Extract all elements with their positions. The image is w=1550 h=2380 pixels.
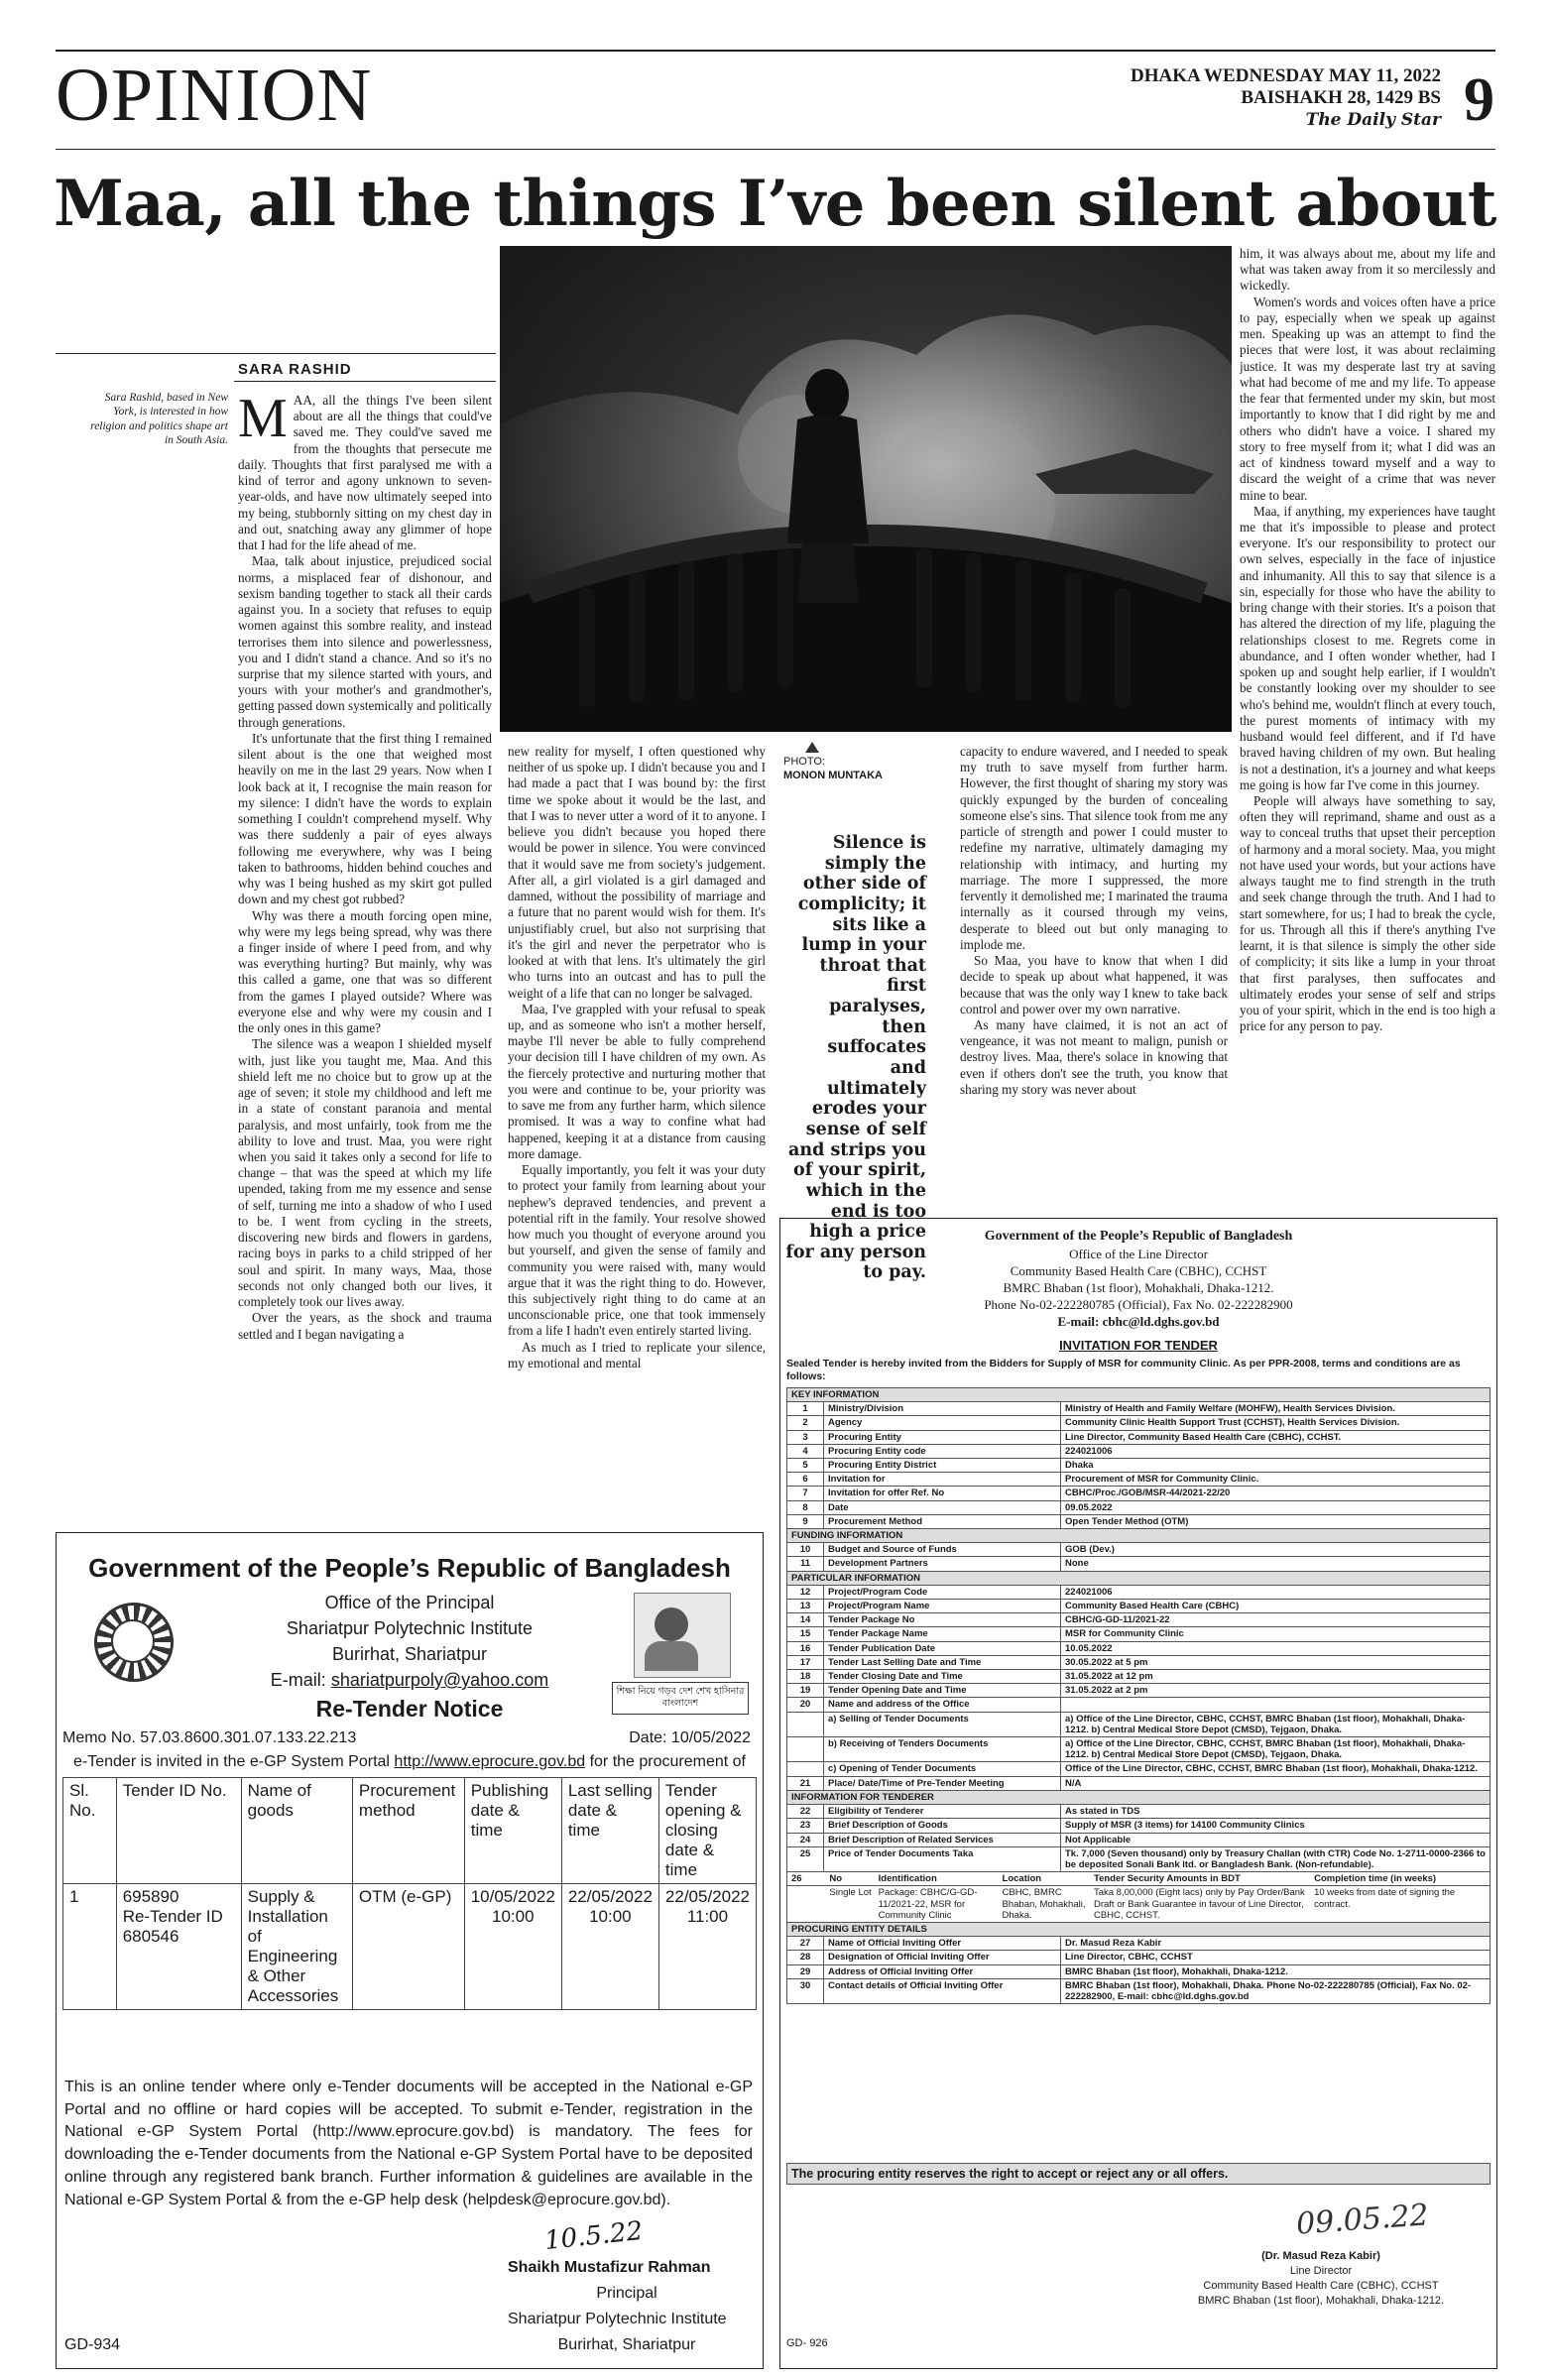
ad1-title: Government of the People’s Republic of Bangladesh bbox=[88, 1553, 731, 1583]
cell-number: 27 bbox=[787, 1937, 824, 1951]
article-column-1 bbox=[238, 393, 492, 1523]
cell-label: c) Opening of Tender Documents bbox=[824, 1762, 1061, 1776]
ad1-portal-link[interactable]: http://www.eprocure.gov.bd bbox=[394, 1753, 586, 1770]
cell-value: MSR for Community Clinic bbox=[1061, 1627, 1490, 1641]
cell-value: Line Director, Community Based Health Care (CBHC), CCHST. bbox=[1061, 1430, 1490, 1444]
table-row bbox=[787, 1698, 1490, 1712]
paragraph: It's unfortunate that the first thing I remained silent about is the one that weighed most heavily on me in the last 29 years. Now when I look back at it, I recognise the main reason for my silence: I didn't have the words to explain something I couldn't comprehend myself. Why was there suddenly a pair of eyes always following me everywhere, why was I being taken to bathrooms, hidden behind couches and why was I being hushed as my skirt got pulled down and my chest got rubbed? bbox=[238, 730, 492, 907]
ad2-heading: INVITATION FOR TENDER bbox=[1059, 1338, 1218, 1353]
table-row bbox=[787, 1641, 1490, 1655]
ad1-signer-inst: Shariatpur Polytechnic Institute bbox=[508, 2311, 727, 2327]
cell-value bbox=[1061, 1698, 1490, 1712]
col-header-sl: Sl. No. bbox=[63, 1778, 117, 1884]
table-row bbox=[787, 1846, 1490, 1871]
section-title: FUNDING INFORMATION bbox=[787, 1529, 1490, 1543]
cell-label: Tender Package Name bbox=[824, 1627, 1061, 1641]
lot-row-inner bbox=[791, 1887, 1486, 1921]
table-row bbox=[787, 1670, 1490, 1684]
table-row bbox=[787, 1459, 1490, 1473]
table-section-header bbox=[787, 1571, 1490, 1585]
section-title: PARTICULAR INFORMATION bbox=[787, 1571, 1490, 1585]
cell-tender-id bbox=[116, 1884, 241, 2010]
col-header-goods: Name of goods bbox=[241, 1778, 352, 1884]
cell-number: 3 bbox=[787, 1430, 824, 1444]
tender-id: 695890 bbox=[122, 1887, 179, 1906]
sell-time: 10:00 bbox=[589, 1907, 632, 1926]
table-row bbox=[787, 1833, 1490, 1846]
table-row bbox=[787, 1557, 1490, 1571]
col-header-tender-id: Tender ID No. bbox=[116, 1778, 241, 1884]
article-column-4 bbox=[1240, 246, 1495, 1228]
cell-number: 20 bbox=[787, 1698, 824, 1712]
cell-label: b) Receiving of Tenders Documents bbox=[824, 1737, 1061, 1762]
section-title: OPINION bbox=[56, 54, 373, 137]
cell-value: Ministry of Health and Family Welfare (MOHFW), Health Services Division. bbox=[1061, 1402, 1490, 1416]
table-row bbox=[787, 1585, 1490, 1599]
article-column-3 bbox=[960, 744, 1228, 1230]
article-headline: Maa, all the things I’ve been silent about bbox=[54, 167, 1496, 241]
col-header-opening: Tender opening & closing date & time bbox=[658, 1778, 756, 1884]
ad2-office: Office of the Line Director bbox=[1069, 1247, 1208, 1261]
cell-number: 10 bbox=[787, 1543, 824, 1557]
table-row bbox=[787, 1500, 1490, 1514]
cell-value: Not Applicable bbox=[1061, 1833, 1490, 1846]
paragraph: him, it was always about me, about my life and what was taken away from it so mercilessly and wickedly. bbox=[1240, 246, 1495, 294]
ad2-signer-title: Line Director bbox=[1289, 2265, 1353, 2277]
ad1-memo: Memo No. 57.03.8600.301.07.133.22.213 bbox=[62, 1729, 357, 1746]
ad1-body: This is an online tender where only e-Tender documents will be accepted in the National e-GP Portal and no offline or hard copies will be accepted. To submit e-Tender, registration in the National e-GP System Portal (http://www.eprocure.gov.bd) is mandatory. The fees for downloading the e-Tender documents from the National e-GP System Portal have to be deposited online through any registered bank branch. Further information & guidelines are available in the National e-GP System Portal & from the e-GP help desk (helpdesk@eprocure.gov.bd). bbox=[64, 2079, 753, 2208]
cell-goods: Supply & Installation of Engineering & Other Accessories bbox=[241, 1884, 352, 2010]
section-title: PROCURING ENTITY DETAILS bbox=[787, 1922, 1490, 1936]
section-title: KEY INFORMATION bbox=[787, 1388, 1490, 1402]
cell-label: Place/ Date/Time of Pre-Tender Meeting bbox=[824, 1776, 1061, 1790]
ad2-signer-org: Community Based Health Care (CBHC), CCHST bbox=[1203, 2280, 1439, 2292]
sell-date: 22/05/2022 bbox=[567, 1887, 653, 1906]
date-english: DHAKA WEDNESDAY MAY 11, 2022 bbox=[1130, 65, 1441, 86]
ad2-title: Government of the People’s Republic of Bangladesh bbox=[984, 1229, 1293, 1244]
cell-label: Procuring Entity bbox=[824, 1430, 1061, 1444]
paragraph: People will always have something to say, often they will reprimand, shame and oust as a way to conceal truths that upset their perception of harmony and a moral society. Maa, you might not have used your words, but your actions have always taught me to find strength in the truth and seek change through the truth. And I had to start somewhere, for us; I had to break the cycle, for us. Through all this if there's anything I've learnt, it is that silence is simply the other side of complicity; it sits like a lump in your throat that first paralyses, then suffocates and ultimately erodes your sense of self and strips you of your spirit, which in the end is too high a price for any person to pay. bbox=[1240, 792, 1495, 1034]
cell-value: 31.05.2022 at 2 pm bbox=[1061, 1684, 1490, 1698]
table-row bbox=[787, 1613, 1490, 1627]
ad2-email[interactable]: E-mail: cbhc@ld.dghs.gov.bd bbox=[1057, 1314, 1220, 1329]
ad1-code: GD-934 bbox=[64, 2336, 121, 2353]
paragraph: The silence was a weapon I shielded myself with, just like you taught me, Maa. And this shield left me no choice but to grow up at the age of seven; it stole my childhood and left me in a state of constant paranoia and mental paralysis, and most unfairly, took from me the ability to love and trust. Maa, you were right when you said it takes only a second for life to change – that was the speed at which my life upended, taking from me my essence and sense of self, turning me into a shadow of who I used to be. I went from cycling in the streets, discovering new birds and flowers in gardens, racing boys in parks to a child stripped of her soul and spirit. In many ways, Maa, those seconds not only changed both our lives, it completely took our lives away. bbox=[238, 1036, 492, 1310]
cell-number: 29 bbox=[787, 1964, 824, 1978]
cell-value: BMRC Bhaban (1st floor), Mohakhali, Dhaka-1212. bbox=[1061, 1964, 1490, 1978]
cell-number: 6 bbox=[787, 1473, 824, 1487]
ad1-signer-loc: Burirhat, Shariatpur bbox=[557, 2336, 696, 2353]
cell-value: Procurement of MSR for Community Clinic. bbox=[1061, 1473, 1490, 1487]
cell-value: GOB (Dev.) bbox=[1061, 1543, 1490, 1557]
cell-label: Tender Last Selling Date and Time bbox=[824, 1655, 1061, 1669]
cell-number: 21 bbox=[787, 1776, 824, 1790]
paragraph: AA, all the things I've been silent about are all the things that could've saved me. They could've saved me from the thoughts that persecute me daily. Thoughts that first paralysed me with a kind of terror and agony unknown to seven-year-olds, and have now ultimately seeped into my being, stubbornly sitting on my chest day in and out, snatching away any glimmer of hope that I had for the life ahead of me. bbox=[238, 393, 492, 553]
cell-number: 14 bbox=[787, 1613, 824, 1627]
ad2-intro: Sealed Tender is hereby invited from the Bidders for Supply of MSR for community Clinic. As per PPR-2008, terms and conditions are as follows: bbox=[786, 1358, 1461, 1383]
cell-value: a) Office of the Line Director, CBHC, CCHST, BMRC Bhaban (1st floor), Mohakhali, Dhaka-1212. b) Central Medical Store Depot (CMSD), Tejgaon, Dhaka. bbox=[1061, 1737, 1490, 1762]
cell-value: 30.05.2022 at 5 pm bbox=[1061, 1655, 1490, 1669]
ad2-reserve: The procuring entity reserves the right to accept or reject any or all offers. bbox=[786, 2163, 1490, 2185]
cell-label: Brief Description of Goods bbox=[824, 1819, 1061, 1833]
cell-value: Dhaka bbox=[1061, 1459, 1490, 1473]
cell-number bbox=[787, 1737, 824, 1762]
cell-number: 24 bbox=[787, 1833, 824, 1846]
cell-number: 22 bbox=[787, 1805, 824, 1819]
table-row bbox=[787, 1819, 1490, 1833]
cell-number: 16 bbox=[787, 1641, 824, 1655]
table-row bbox=[787, 1627, 1490, 1641]
cell-value: Line Director, CBHC, CCHST bbox=[1061, 1951, 1490, 1964]
lot-col-header: Location bbox=[1002, 1873, 1042, 1885]
table-row bbox=[787, 1402, 1490, 1416]
cell-label: Project/Program Name bbox=[824, 1600, 1061, 1613]
cell-number bbox=[787, 1712, 824, 1736]
cell-label: Ministry/Division bbox=[824, 1402, 1061, 1416]
lot-cell: 10 weeks from date of signing the contract. bbox=[1314, 1887, 1456, 1910]
paragraph: Maa, talk about injustice, prejudiced social norms, a misplaced fear of dishonour, and sexism banding together to stack all their cards against you. In a society that refuses to equip women against this sombre reality, and instead terrorises them into silence and powerlessness, you and I didn't stand a chance. And so it's no surprise that my silence started with yours, and yours with your mother's and grandmother's, getting passed down systemically and politically through generations. bbox=[238, 553, 492, 730]
cell-label: Budget and Source of Funds bbox=[824, 1543, 1061, 1557]
cell-label: Procuring Entity District bbox=[824, 1459, 1061, 1473]
ad1-intro-b: for the procurement of bbox=[589, 1753, 746, 1770]
ad1-office: Office of the Principal bbox=[324, 1593, 495, 1612]
ad2-signer: (Dr. Masud Reza Kabir) bbox=[1261, 2250, 1380, 2262]
ad1-notice-title: Re-Tender Notice bbox=[315, 1696, 504, 1722]
lot-row bbox=[787, 1886, 1490, 1923]
cell-number: 8 bbox=[787, 1500, 824, 1514]
cell-number: 15 bbox=[787, 1627, 824, 1641]
page-number: 9 bbox=[1464, 66, 1494, 134]
photo-credit-label: PHOTO: bbox=[783, 756, 825, 768]
table-row bbox=[787, 1487, 1490, 1500]
ad1-location: Burirhat, Shariatpur bbox=[331, 1644, 488, 1664]
photo-girl-balcony bbox=[500, 246, 1232, 732]
cell-value: N/A bbox=[1061, 1776, 1490, 1790]
date-line bbox=[1131, 65, 1441, 130]
cell-value: CBHC/Proc./GOB/MSR-44/2021-22/20 bbox=[1061, 1487, 1490, 1500]
article-column-2 bbox=[508, 744, 766, 1523]
cell-value: As stated in TDS bbox=[1061, 1805, 1490, 1819]
lot-col-header: No bbox=[829, 1873, 843, 1885]
lot-cells bbox=[787, 1886, 1490, 1923]
lot-cell: Package: CBHC/G-GD-11/2021-22, MSR for Community Clinic bbox=[878, 1887, 978, 1921]
cell-label: Designation of Official Inviting Offer bbox=[824, 1951, 1061, 1964]
cell-label: Date bbox=[824, 1500, 1061, 1514]
table-row bbox=[787, 1805, 1490, 1819]
cell-number: 12 bbox=[787, 1585, 824, 1599]
cell-value: 224021006 bbox=[1061, 1585, 1490, 1599]
cell-number: 17 bbox=[787, 1655, 824, 1669]
tender-ad-shariatpur bbox=[56, 1532, 764, 2369]
ad2-signer-addr: BMRC Bhaban (1st floor), Mohakhali, Dhaka-1212. bbox=[1197, 2295, 1445, 2307]
table-row bbox=[787, 1444, 1490, 1458]
table-section-header bbox=[787, 1790, 1490, 1804]
lot-header-row bbox=[787, 1872, 1490, 1886]
pub-time: 10:00 bbox=[491, 1907, 535, 1926]
cell-number bbox=[787, 1762, 824, 1776]
lot-cell: CBHC, BMRC Bhaban, Mohakhali, Dhaka. bbox=[1002, 1887, 1086, 1921]
ad1-signer: Shaikh Mustafizur Rahman bbox=[508, 2259, 711, 2276]
lot-header-inner bbox=[791, 1873, 1486, 1884]
cell-label: Name and address of the Office bbox=[824, 1698, 1061, 1712]
cell-number: 11 bbox=[787, 1557, 824, 1571]
cell-value: CBHC/G-GD-11/2021-22 bbox=[1061, 1613, 1490, 1627]
table-row bbox=[787, 1543, 1490, 1557]
table-row bbox=[787, 1473, 1490, 1487]
date-bangla: BAISHAKH 28, 1429 BS bbox=[1241, 87, 1441, 109]
cell-label: Tender Closing Date and Time bbox=[824, 1670, 1061, 1684]
cell-value: 09.05.2022 bbox=[1061, 1500, 1490, 1514]
paragraph: Equally importantly, you felt it was your duty to protect your family from learning about your nephew's depraved tendencies, and prevent a potential rift in the family. Your resolve showed how much you thought of everyone around you but yourself, and given the sense of family and community you were raised with, many would argue that it was the right thing to do. However, this subjectively right thing to do came at an unconscionable price, one that took immensely from a life I hadn't even entirely started living. bbox=[508, 1162, 766, 1339]
table-row bbox=[787, 1416, 1490, 1430]
cell-label: Agency bbox=[824, 1416, 1061, 1430]
paper-logo: The Daily Star bbox=[1305, 109, 1441, 130]
pub-date: 10/05/2022 bbox=[470, 1887, 555, 1906]
ad1-signer-title: Principal bbox=[596, 2285, 657, 2302]
table-section-header bbox=[787, 1922, 1490, 1936]
table-row bbox=[787, 1737, 1490, 1762]
table-row bbox=[787, 1600, 1490, 1613]
cell-label: Eligibility of Tenderer bbox=[824, 1805, 1061, 1819]
cell-value: Open Tender Method (OTM) bbox=[1061, 1514, 1490, 1528]
photo-credit bbox=[783, 756, 883, 783]
lot-cell: Single Lot bbox=[829, 1887, 872, 1899]
cell-last-selling bbox=[561, 1884, 658, 2010]
paragraph: Women's words and voices often have a price to pay, especially when we speak up against men. Speaking up was an attempt to find the pieces that were lost, it was about reclaiming justice. It was my desperate last try at saving what had become of me and my life. To appease the fear that fermented under my skin, but most importantly to know that I did right by me and others who didn't have a voice. I shared my story to free myself from it; what I did was an act of kindness toward myself and a way to discard the weight of a crime that was never mine to bear. bbox=[1240, 294, 1495, 503]
ad1-email-label: E-mail: bbox=[270, 1670, 326, 1690]
paragraph: Maa, if anything, my experiences have taught me that it's impossible to please and protect everyone. It's our responsibility to protect our own selves, especially in the face of injustice and inhumanity. All this to say that silence is a sin, especially for those who have the ability to bring change with their stories. It's a poison that has altered the direction of my life, plaguing the relationships closest to me. Regrets come in abundance, and I often wonder whether, had I spoken up and sought help earlier, if I wouldn't be constantly looking over my shoulder to see who's behind me, wouldn't flinch at every touch, the purest moments of intimacy with my husband would feel different, and if I'd have braved having children of my own. But healing is not a destination, it's a journey and what keeps me going is how far I've come in this journey. bbox=[1240, 503, 1495, 792]
cell-label: Invitation for offer Ref. No bbox=[824, 1487, 1061, 1500]
cell-number: 28 bbox=[787, 1951, 824, 1964]
cell-number: 19 bbox=[787, 1684, 824, 1698]
byline-rule-bottom bbox=[234, 381, 496, 382]
table-row bbox=[787, 1712, 1490, 1736]
byline: SARA RASHID bbox=[238, 361, 352, 378]
ad1-email[interactable]: shariatpurpoly@yahoo.com bbox=[330, 1670, 549, 1690]
ad1-portrait bbox=[634, 1593, 731, 1678]
cell-number: 4 bbox=[787, 1444, 824, 1458]
paragraph: Over the years, as the shock and trauma settled and I began navigating a bbox=[238, 1310, 492, 1342]
cell-label: a) Selling of Tender Documents bbox=[824, 1712, 1061, 1736]
cell-value: Community Based Health Care (CBHC) bbox=[1061, 1600, 1490, 1613]
cell-label: Tender Publication Date bbox=[824, 1641, 1061, 1655]
col-header-last-selling: Last selling date & time bbox=[561, 1778, 658, 1884]
paragraph: As much as I tried to replicate your silence, my emotional and mental bbox=[508, 1339, 766, 1370]
paragraph: new reality for myself, I often questioned why neither of us spoke up. I didn't because you and I had made a pact that I was bound by: the first time we spoke about it would be the last, and that I was to never utter a word of it to anyone. I believe you didn't because you hoped there would be power in silence. You were convinced that it would save me from society's judgement. After all, a girl violated is a girl damaged and damned, without the possibility of marriage and a future that no parent would wish for them. It's unjustifiably cruel, but also not surprising that it's the girl and never the perpetrator who is looked at with that lens. It's ultimately the girl who turns into an outcast and has to pull the weight of a life that can no longer be salvaged. bbox=[508, 744, 766, 1001]
paragraph: So Maa, you have to know that when I did decide to speak up about what happened, it was because that was the only way I knew to take back control and power over my own narrative. bbox=[960, 953, 1228, 1016]
ad2-address: BMRC Bhaban (1st floor), Mohakhali, Dhaka-1212. bbox=[1003, 1280, 1274, 1295]
cell-value: None bbox=[1061, 1557, 1490, 1571]
pull-quote: Silence is simply the other side of complicity; it sits like a lump in your throat that first paralyses, then suffocates and ultimately erodes your sense of self and strips you of your spirit, which in the end is too high a price for any person to pay. bbox=[785, 833, 926, 1283]
cell-number: 2 bbox=[787, 1416, 824, 1430]
ad1-date: Date: 10/05/2022 bbox=[629, 1729, 751, 1746]
open-date: 22/05/2022 bbox=[664, 1887, 750, 1906]
cell-value: Office of the Line Director, CBHC, CCHST, BMRC Bhaban (1st floor), Mohakhali, Dhaka-1212. bbox=[1061, 1762, 1490, 1776]
cell-number: 1 bbox=[787, 1402, 824, 1416]
cell-value: a) Office of the Line Director, CBHC, CCHST, BMRC Bhaban (1st floor), Mohakhali, Dhaka-1212. b) Central Medical Store Depot (CMSD), Tejgaon, Dhaka. bbox=[1061, 1712, 1490, 1736]
paragraph: Why was there a mouth forcing open mine, why were my legs being spread, why was there a finger inside of where I peed from, and why was everything hurting? But mainly, why was this called a game, one that was so different from the games I played outside? Where was everyone else and why were my cousin and I the only ones in this game? bbox=[238, 907, 492, 1036]
lot-col-header: Completion time (in weeks) bbox=[1314, 1873, 1437, 1885]
cell-number: 25 bbox=[787, 1846, 824, 1871]
col-header-method: Procurement method bbox=[352, 1778, 464, 1884]
cell-sl: 1 bbox=[63, 1884, 117, 2010]
cell-value: Supply of MSR (3 items) for 14100 Community Clinics bbox=[1061, 1819, 1490, 1833]
ad1-slogan: শিক্ষা নিয়ে গড়ব দেশ শেখ হাসিনার বাংলাদেশ bbox=[612, 1682, 749, 1715]
ad2-phone: Phone No-02-222280785 (Official), Fax No. 02-222282900 bbox=[984, 1297, 1293, 1312]
ad2-code: GD- 926 bbox=[786, 2337, 828, 2349]
cell-label: Price of Tender Documents Taka bbox=[824, 1846, 1061, 1871]
cell-value: 10.05.2022 bbox=[1061, 1641, 1490, 1655]
table-row bbox=[787, 1430, 1490, 1444]
cell-value: Community Clinic Health Support Trust (CCHST), Health Services Division. bbox=[1061, 1416, 1490, 1430]
section-title: INFORMATION FOR TENDERER bbox=[787, 1790, 1490, 1804]
ad2-tender-table bbox=[786, 1387, 1490, 2004]
cell-label: Procuring Entity code bbox=[824, 1444, 1061, 1458]
table-row bbox=[787, 1655, 1490, 1669]
top-rule bbox=[56, 50, 1495, 52]
lot-header bbox=[787, 1872, 1490, 1886]
cell-label: Development Partners bbox=[824, 1557, 1061, 1571]
paragraph: Maa, I've grappled with your refusal to speak up, and as someone who isn't a mother herself, maybe I'll never be able to fully comprehend your decision till I have children of my own. As the fiercely protective and nurturing mother that you were and continue to be, your priority was to save me from any further harm, which silence promised. It was a way to confine what had happened, keeping it at a distance from causing more damage. bbox=[508, 1001, 766, 1161]
cell-label: Brief Description of Related Services bbox=[824, 1833, 1061, 1846]
table-row bbox=[787, 1951, 1490, 1964]
table-header-row bbox=[63, 1778, 757, 1884]
table-section-header bbox=[787, 1388, 1490, 1402]
table-row bbox=[787, 1978, 1490, 2003]
cell-label: Contact details of Official Inviting Offer bbox=[824, 1978, 1061, 2003]
cell-label: Name of Official Inviting Offer bbox=[824, 1937, 1061, 1951]
ad2-org: Community Based Health Care (CBHC), CCHST bbox=[1010, 1263, 1267, 1278]
cell-value: BMRC Bhaban (1st floor), Mohakhali, Dhaka. Phone No-02-222280785 (Official), Fax No. 02-222282900, E-mail: cbhc@ld.dghs.gov.bd bbox=[1061, 1978, 1490, 2003]
cell-value: Tk. 7,000 (Seven thousand) only by Treasury Challan (with CTR) Code No. 1-2711-0000-2366 to be deposited Sonali Bank ltd. or Bangladesh Bank. (Non-refundable). bbox=[1061, 1846, 1490, 1871]
lot-cell: Taka 8,00,000 (Eight lacs) only by Pay Order/Bank Draft or Bank Guarantee in favour of Line Director, CBHC, CCHST. bbox=[1093, 1887, 1305, 1921]
cell-number: 13 bbox=[787, 1600, 824, 1613]
ad1-intro-a: e-Tender is invited in the e-GP System Portal bbox=[73, 1753, 390, 1770]
open-time: 11:00 bbox=[686, 1907, 729, 1926]
cell-number: 18 bbox=[787, 1670, 824, 1684]
table-section-header bbox=[787, 1529, 1490, 1543]
drop-cap: M bbox=[238, 393, 288, 449]
table-row bbox=[787, 1964, 1490, 1978]
ad1-tender-table bbox=[62, 1777, 757, 2010]
paragraph: capacity to endure wavered, and I needed to speak my truth to save myself from further harm. However, the first thought of sharing my story was quickly expunged by the burden of concealing someone else's sins. That silence took from me any particle of strength and power I could muster to redefine my narrative, ultimately damaging my relationship with intimacy, and hurting my marriage. The more I suppressed, the more fervently it demolished me; I marinated the trauma internally as it coursed through my veins, desperate to bleed out but only managing to implode me. bbox=[960, 744, 1228, 952]
masthead-rule bbox=[56, 149, 1495, 150]
tender-ad-cbhc bbox=[779, 1218, 1497, 2369]
table-row bbox=[63, 1884, 757, 2010]
ad1-signature: 10.5.22 bbox=[542, 2215, 645, 2257]
lot-col-header: 26 bbox=[791, 1873, 802, 1885]
lot-col-header: Identification bbox=[878, 1873, 937, 1885]
table-row bbox=[787, 1937, 1490, 1951]
cell-number: 7 bbox=[787, 1487, 824, 1500]
lot-spacer bbox=[791, 1887, 823, 1921]
col-header-publishing: Publishing date & time bbox=[464, 1778, 561, 1884]
ad1-intro bbox=[62, 1753, 757, 1771]
article-photo bbox=[500, 246, 1232, 732]
cell-label: Invitation for bbox=[824, 1473, 1061, 1487]
cell-value: 224021006 bbox=[1061, 1444, 1490, 1458]
author-note: Sara Rashid, based in New York, is interested in how religion and politics shape art in South Asia. bbox=[90, 392, 228, 447]
byline-rule bbox=[56, 353, 496, 354]
cell-label: Procurement Method bbox=[824, 1514, 1061, 1528]
cell-label: Tender Opening Date and Time bbox=[824, 1684, 1061, 1698]
paragraph: As many have claimed, it is not an act of vengeance, it was not meant to malign, punish or destroy lives. Maa, there's solace in knowing that even if others don't see the truth, you know that sharing my story was never about bbox=[960, 1016, 1228, 1097]
cell-method: OTM (e-GP) bbox=[352, 1884, 464, 2010]
lot-col-header: Tender Security Amounts in BDT bbox=[1093, 1873, 1241, 1885]
cell-label: Project/Program Code bbox=[824, 1585, 1061, 1599]
ad2-signature: 09.05.22 bbox=[1294, 2198, 1430, 2242]
retender-label: Re-Tender ID bbox=[122, 1907, 223, 1926]
cell-value: 31.05.2022 at 12 pm bbox=[1061, 1670, 1490, 1684]
table-row bbox=[787, 1762, 1490, 1776]
cell-label: Tender Package No bbox=[824, 1613, 1061, 1627]
cell-value: Dr. Masud Reza Kabir bbox=[1061, 1937, 1490, 1951]
table-row bbox=[787, 1684, 1490, 1698]
cell-number: 9 bbox=[787, 1514, 824, 1528]
ad1-institute: Shariatpur Polytechnic Institute bbox=[286, 1618, 534, 1638]
cell-number: 23 bbox=[787, 1819, 824, 1833]
table-row bbox=[787, 1776, 1490, 1790]
cell-number: 30 bbox=[787, 1978, 824, 2003]
photo-credit-name: MONON MUNTAKA bbox=[783, 769, 884, 781]
cell-publishing bbox=[464, 1884, 561, 2010]
table-row bbox=[787, 1514, 1490, 1528]
cell-number: 5 bbox=[787, 1459, 824, 1473]
caption-arrow-icon bbox=[805, 742, 819, 753]
cell-opening bbox=[658, 1884, 756, 2010]
retender-id: 680546 bbox=[122, 1927, 179, 1946]
cell-label: Address of Official Inviting Offer bbox=[824, 1964, 1061, 1978]
